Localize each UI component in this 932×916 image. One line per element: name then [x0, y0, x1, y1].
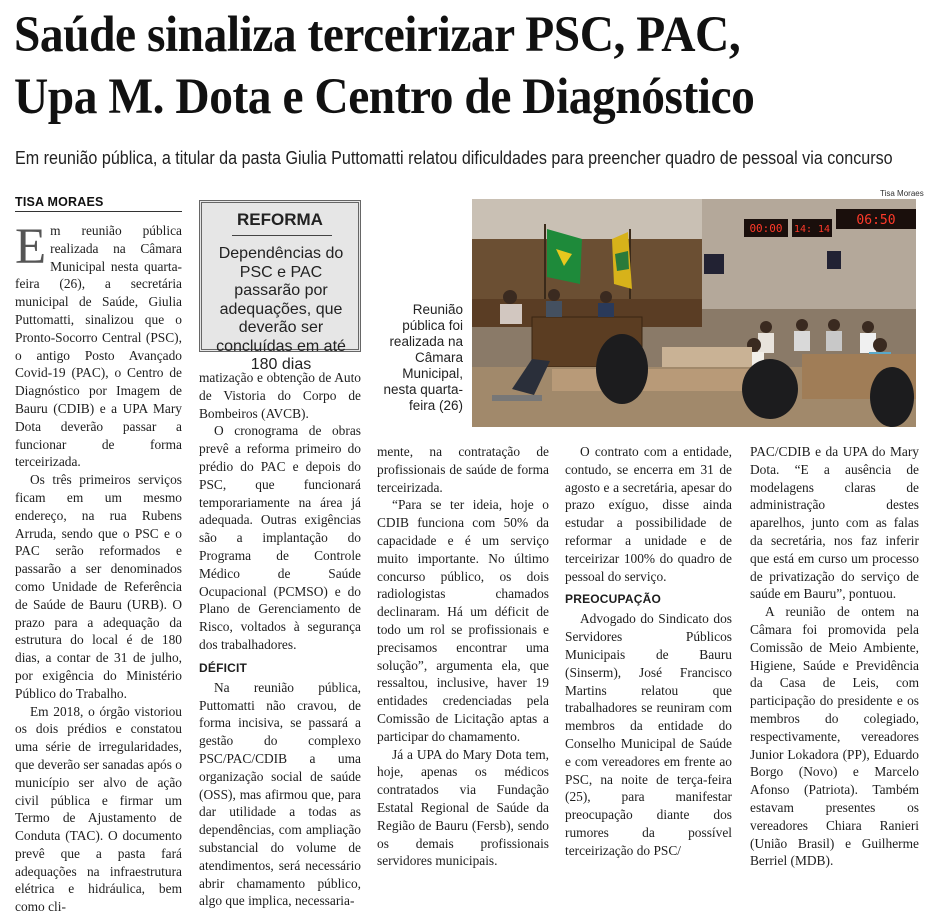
section-heading-preocupacao: PREOCUPAÇÃO: [565, 592, 661, 607]
clock-display-2: 14: 14: [793, 224, 831, 235]
paragraph: A reunião de ontem na Câmara foi promovida pela Comissão de Meio Ambiente, Higiene, Saúde e Previdência da Casa de Leis, com participação do presidente e os membros do colegiado, respectivamente, vereadores Junior Lokadora (PP), Eduardo Borgo (Novo) e Marcelo Afonso (Patriota). Também estavam presentes os vereadores Chiara Ranieri (União Brasil) e Guilherme Berriel (MDB).: [750, 604, 919, 869]
byline: TISA MORAES: [15, 195, 104, 209]
timer-display: 06:50: [856, 213, 896, 228]
byline-rule: [15, 211, 182, 212]
photo-caption: Reunião pública foi realizada na Câmara Municipal, nesta quarta-feira (26): [383, 302, 463, 413]
article-column-1: [15, 219, 182, 916]
paragraph: Já a UPA do Mary Dota tem, hoje, apenas os médicos contratados via Fundação Estatal Regional de Saúde da Região de Bauru (Fersb), sendo os demais profissionais servidores municipais.: [377, 746, 549, 869]
paragraph-text: m reunião pública realizada na Câmara Municipal nesta quarta-feira (26), a secretária municipal de Saúde, Giulia Puttomatti, sinalizou que o Pronto-Socorro Central (PSC), o antigo Posto Avançado Covid-19 (PAC), o Centro de Diagnóstico por Imagem de Bauru (CDIB) e a UPA Mary Dota deverão passar a funcionar de forma terceirizada.: [15, 223, 182, 470]
drop-cap: E: [15, 219, 47, 275]
headline: [14, 4, 860, 128]
headline-line-1: Saúde sinaliza terceirizar PSC, PAC,: [14, 7, 741, 63]
paragraph: mente, na contratação de profissionais de saúde de forma terceirizada.: [377, 444, 549, 495]
paragraph: O contrato com a entidade, contudo, se encerra em 31 de agosto e a secretária, apesar do prazo exíguo, disse ainda estudar a possibilidade de reformar a unidade e de terceirizar 100% do quadro de pessoal do serviço.: [565, 444, 732, 584]
paragraph: “Para se ter ideia, hoje o CDIB funciona com 50% da capacidade e é um serviço muito importante. No último concurso público, os dois radiologistas chamados declinaram. Há um déficit de todo um rol se profissionais e precisamos encontrar uma solução”, argumenta ela, que ressaltou, inclusive, haver 19 entidades credenciadas pela Comissão de Licitação aptas a participar do chamamento.: [377, 497, 549, 744]
paragraph: PAC/CDIB e da UPA do Mary Dota. “E a ausência de modelagens claras de administração destes aparelhos, junto com as falas da secretária, nos faz inferir que está em curso um processo de privatização do serviço de saúde em Bauru”, pontuou.: [750, 444, 919, 602]
paragraph: Advogado do Sindicato dos Servidores Públicos Municipais de Bauru (Sinserm), José Francisco Martins relatou que trabalhadores se reuniram com membros da entidade do Conselho Municipal de Saúde e com vereadores em frente ao PSC, na noite de terça-feira (25), para manifestar preocupação diante dos rumores da possível terceirização do PSC/: [565, 611, 732, 858]
sidebar-box: [199, 200, 361, 373]
paragraph: Os três primeiros serviços ficam em um mesmo endereço, na rua Rubens Arruda, sendo que o PSC e o PAC serão reformados e passarão a ser denominados como Unidade de Referência de Saúde de Bauru (URB). O prazo para a adequação da estrutura do local é de 180 dias, a contar de 31 de julho, por exigência do Ministério Público do Trabalho.: [15, 472, 182, 701]
paragraph: matização e obtenção de Auto de Vistoria do Corpo de Bombeiros (AVCB).: [199, 370, 361, 421]
article-column-5: [750, 443, 919, 870]
headline-line-2: Upa M. Dota e Centro de Diagnóstico: [14, 69, 755, 125]
article-column-4: [565, 443, 732, 860]
subheadline: Em reunião pública, a titular da pasta Giulia Puttomatti relatou dificuldades para preencher quadro de pessoal via concurso: [15, 148, 893, 168]
paragraph: [15, 219, 182, 471]
sidebar-box-text: Dependências do PSC e PAC passarão por adequações, que deverão ser concluídas em até 180 dias: [216, 245, 346, 373]
sidebar-box-rule: [232, 235, 332, 236]
paragraph: Em 2018, o órgão vistoriou os dois prédios e constatou uma série de irregularidades, que deverão ser sanadas após o município ser alvo de ação civil pública e firmar um Termo de Ajustamento de Conduta (TAC). O documento prevê que a pasta fará adequações na infraestrutura elétrica e hidráulica, bem como cli-: [15, 703, 182, 915]
photo-credit: Tisa Moraes: [880, 189, 924, 198]
photo-illustration: [472, 199, 916, 427]
article-column-3: [377, 443, 549, 870]
section-heading-deficit: DÉFICIT: [199, 660, 248, 675]
article-column-2: [199, 369, 361, 910]
paragraph: Na reunião pública, Puttomatti não cravou, de forma incisiva, se passará a gestão do complexo PSC/PAC/CDIB a uma organização social de saúde (OSS), mas afirmou que, para dar utilidade a todas as dependências, com ampliação substancial do volume de atendimentos, será necessário abrir chamamento público, algo que implica, necessaria-: [199, 679, 361, 909]
sidebar-box-title: REFORMA: [237, 210, 323, 229]
clock-display: 00:00: [749, 222, 783, 235]
paragraph: O cronograma de obras prevê a reforma primeiro do prédio do PAC e depois do PSC, que funcionará temporariamente na área já adequada. Outras exigências são a implantação do Programa de Controle Médico de Saúde Ocupacional (PCMSO) e do Plano de Gerenciamento de Risco, voltados à segurança dos trabalhadores.: [199, 423, 361, 652]
council-meeting-photo: [472, 199, 916, 427]
